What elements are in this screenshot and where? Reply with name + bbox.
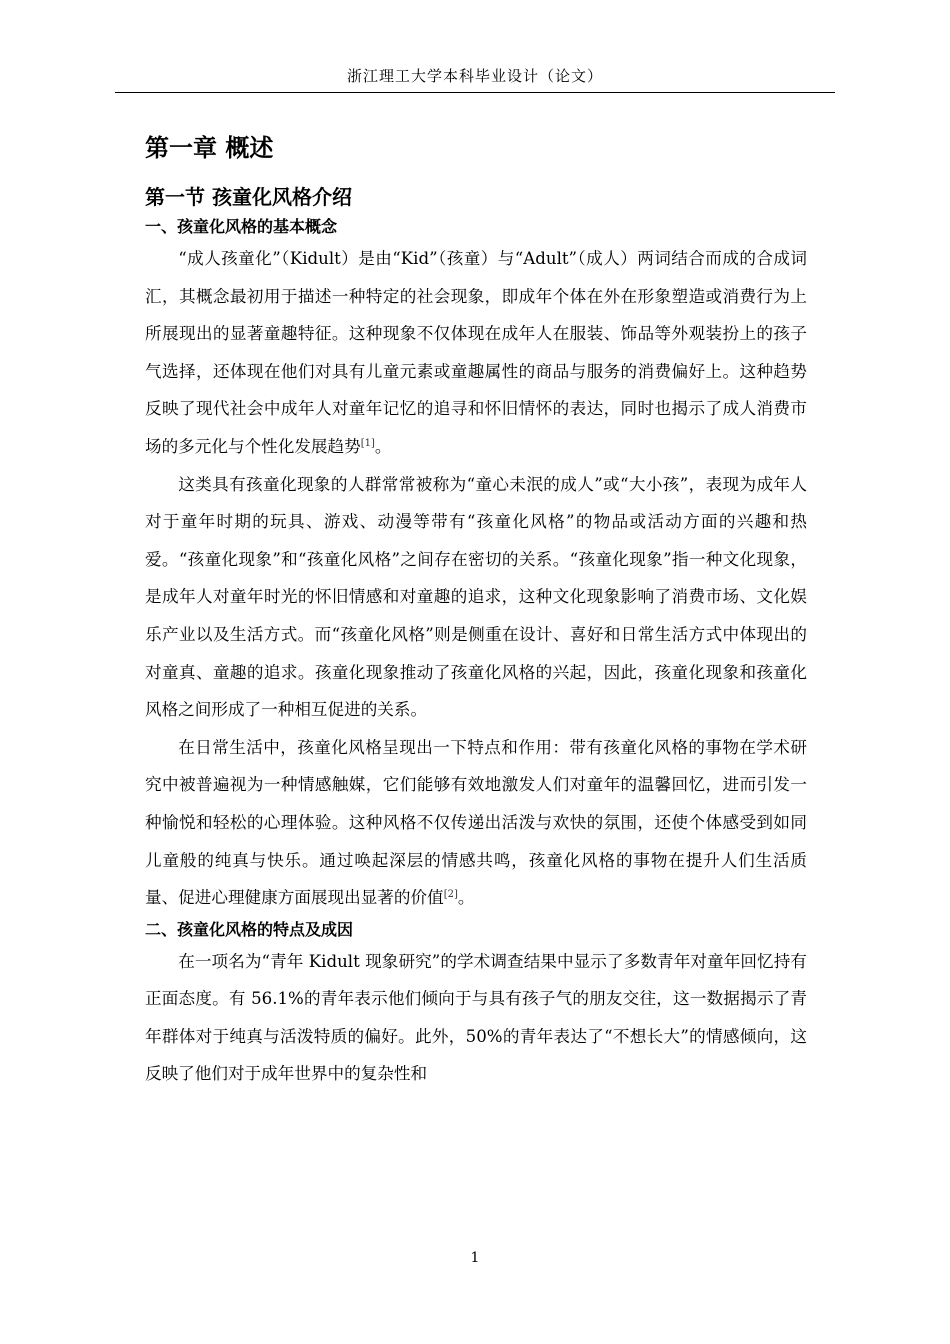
paragraph-3 <box>145 729 807 917</box>
citation-2[interactable]: [2] <box>443 889 458 901</box>
document-body <box>145 118 807 1093</box>
paragraph-2 <box>145 466 807 729</box>
section-title: 第一节 孩童化风格介绍 <box>145 185 352 209</box>
paragraph-3-text: 在日常生活中，孩童化风格呈现出一下特点和作用：带有孩童化风格的事物在学术研究中被普遍视为一种情感触媒，它们能够有效地激发人们对童年的温馨回忆，进而引发一种愉悦和轻松的心理体验。这种风格不仅传递出活泼与欢快的氛围，还使个体感受到如同儿童般的纯真与快乐。通过唤起深层的情感共鸣，孩童化风格的事物在提升人们生活质量、促进心理健康方面展现出显著的价值 <box>145 737 807 908</box>
paragraph-3-end: 。 <box>457 888 475 908</box>
chapter-title: 第一章 概述 <box>145 134 274 162</box>
page-header <box>115 62 835 93</box>
header-title: 浙江理工大学本科毕业设计（论文） <box>346 67 603 85</box>
subsection-title-1: 一、孩童化风格的基本概念 <box>145 217 338 236</box>
paragraph-4 <box>145 943 807 1093</box>
page-number: 1 <box>470 1250 480 1266</box>
paragraph-1-end: 。 <box>374 436 392 456</box>
subsection-title-2: 二、孩童化风格的特点及成因 <box>145 919 354 939</box>
paragraph-2-text: 这类具有孩童化现象的人群常常被称为“童心未泯的成人”或“大小孩”，表现为成年人对于童年时期的玩具、游戏、动漫等带有“孩童化风格”的物品或活动方面的兴趣和热爱。“孩童化现象”和“孩童化风格”之间存在密切的关系。“孩童化现象”指一种文化现象，是成年人对童年时光的怀旧情感和对童趣的追求，这种文化现象影响了消费市场、文化娱乐产业以及生活方式。而“孩童化风格”则是侧重在设计、喜好和日常生活方式中体现出的对童真、童趣的追求。孩童化现象推动了孩童化风格的兴起，因此，孩童化现象和孩童化风格之间形成了一种相互促进的关系。 <box>145 474 807 720</box>
paragraph-1-text: “成人孩童化”（Kidult）是由“Kid”（孩童）与“Adult”（成人）两词结合而成的合成词汇，其概念最初用于描述一种特定的社会现象，即成年个体在外在形象塑造或消费行为上所展现出的显著童趣特征。这种现象不仅体现在成年人在服装、饰品等外观装扮上的孩子气选择，还体现在他们对具有儿童元素或童趣属性的商品与服务的消费偏好上。这种趋势反映了现代社会中成年人对童年记忆的追寻和怀旧情怀的表达，同时也揭示了成人消费市场的多元化与个性化发展趋势 <box>145 249 807 456</box>
paragraph-1 <box>145 240 807 466</box>
paragraph-4-text: 在一项名为“青年 Kidult 现象研究”的学术调查结果中显示了多数青年对童年回忆持有正面态度。有 56.1%的青年表示他们倾向于与具有孩子气的朋友交往，这一数据揭示了青年群体对于纯真与活泼特质的偏好。此外，50%的青年表达了“不想长大”的情感倾向，这反映了他们对于成年世界中的复杂性和 <box>145 951 807 1084</box>
citation-1[interactable]: [1] <box>360 437 375 449</box>
